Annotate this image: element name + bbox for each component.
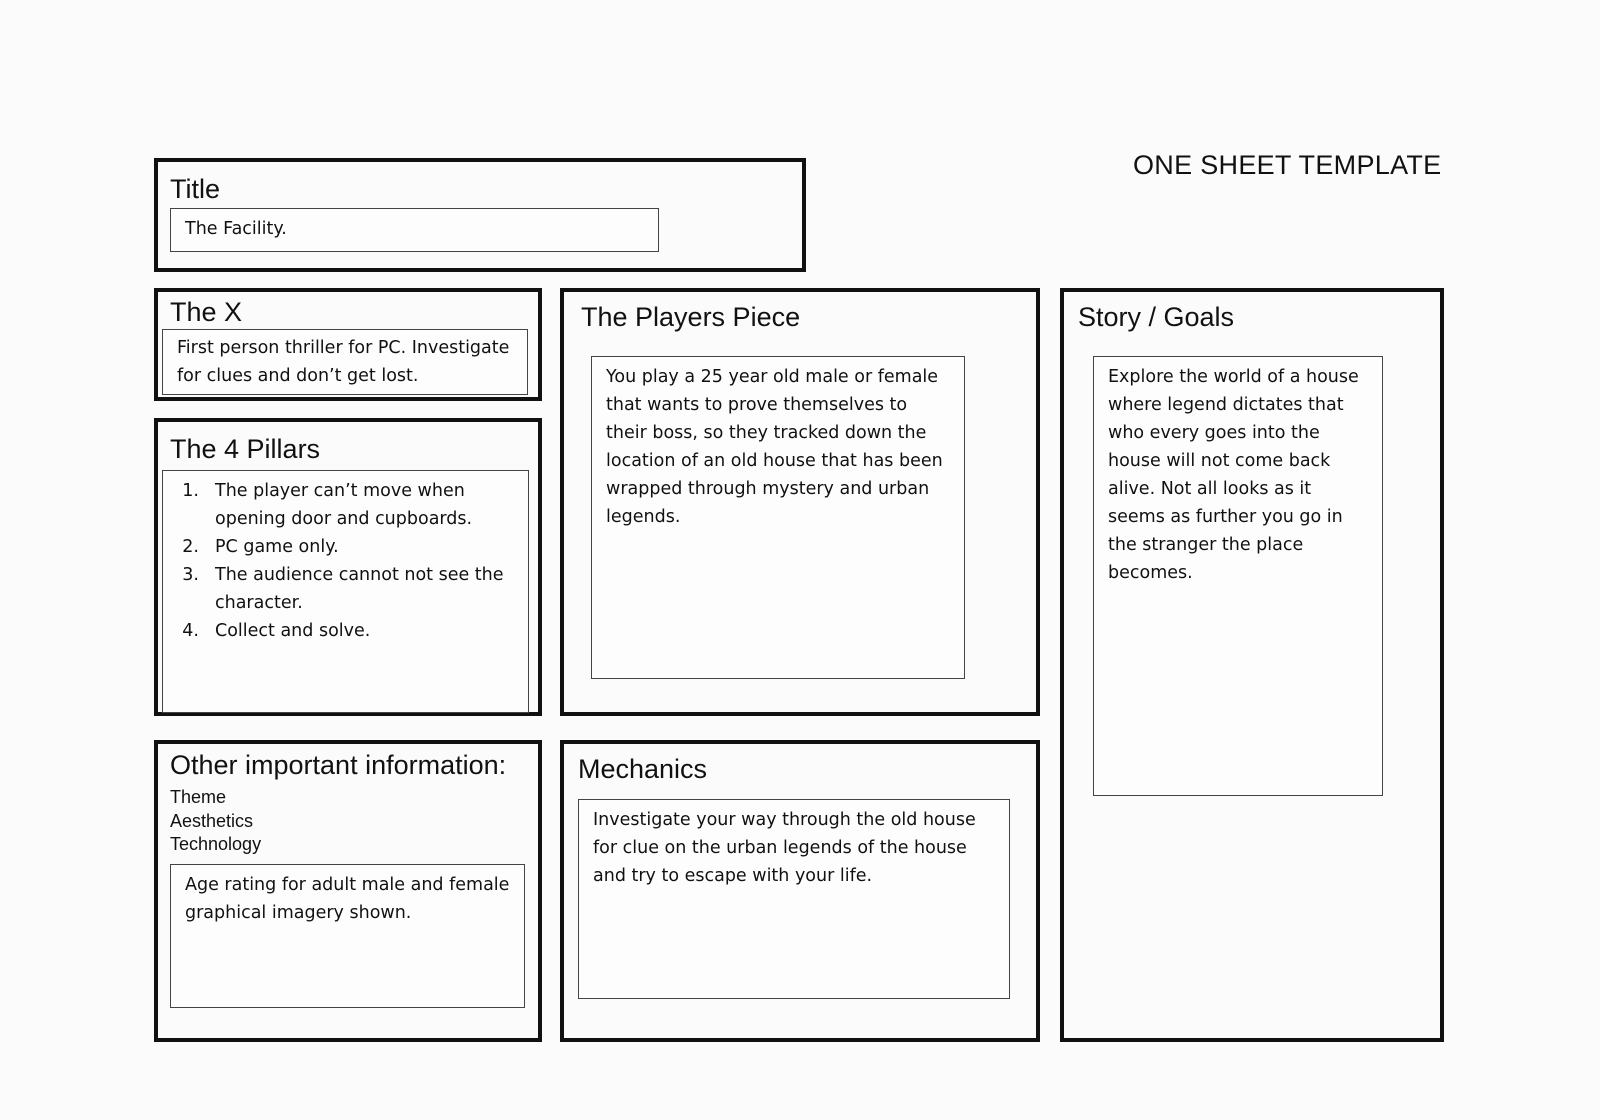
other-info-labels bbox=[170, 786, 261, 857]
story-heading: Story / Goals bbox=[1078, 302, 1235, 332]
the-x-section bbox=[154, 288, 542, 401]
theme-label: Theme bbox=[170, 787, 227, 807]
players-piece-section bbox=[560, 288, 1040, 716]
mechanics-section bbox=[560, 740, 1040, 1042]
pillars-heading: The 4 Pillars bbox=[170, 434, 321, 464]
mechanics-field[interactable]: Investigate your way through the old house for clue on the urban legends of the house and try to escape with your life. bbox=[578, 799, 1010, 999]
title-field[interactable]: The Facility. bbox=[170, 208, 659, 252]
pillar-item: 3. The audience cannot not see the character. bbox=[182, 565, 504, 613]
the-x-heading: The X bbox=[170, 297, 243, 327]
sheet-title: ONE SHEET TEMPLATE bbox=[1133, 150, 1442, 180]
title-section bbox=[154, 158, 806, 272]
pillar-item: 2. PC game only. bbox=[182, 537, 339, 557]
mechanics-heading: Mechanics bbox=[578, 754, 708, 784]
title-heading: Title bbox=[170, 174, 221, 204]
other-info-field[interactable]: Age rating for adult male and female graphical imagery shown. bbox=[170, 864, 525, 1008]
pillars-field[interactable] bbox=[162, 470, 529, 713]
pillars-section bbox=[154, 418, 542, 716]
pillars-list bbox=[163, 477, 514, 645]
players-piece-heading: The Players Piece bbox=[581, 302, 801, 332]
other-info-section bbox=[154, 740, 542, 1042]
other-info-heading: Other important information: bbox=[170, 750, 507, 780]
technology-label: Technology bbox=[170, 834, 262, 854]
aesthetics-label: Aesthetics bbox=[170, 810, 254, 831]
story-section bbox=[1060, 288, 1444, 1042]
story-field[interactable]: Explore the world of a house where legend dictates that who every goes into the house will not come back alive. Not all looks as it seems as further you go in the stranger the place becomes. bbox=[1093, 356, 1383, 796]
pillar-item: 1. The player can’t move when opening door and cupboards. bbox=[182, 481, 473, 529]
the-x-field[interactable]: First person thriller for PC. Investigate for clues and don’t get lost. bbox=[162, 329, 528, 395]
pillar-item: 4. Collect and solve. bbox=[182, 621, 371, 641]
players-piece-field[interactable]: You play a 25 year old male or female that wants to prove themselves to their boss, so they tracked down the location of an old house that has been wrapped through mystery and urban legends. bbox=[591, 356, 965, 679]
